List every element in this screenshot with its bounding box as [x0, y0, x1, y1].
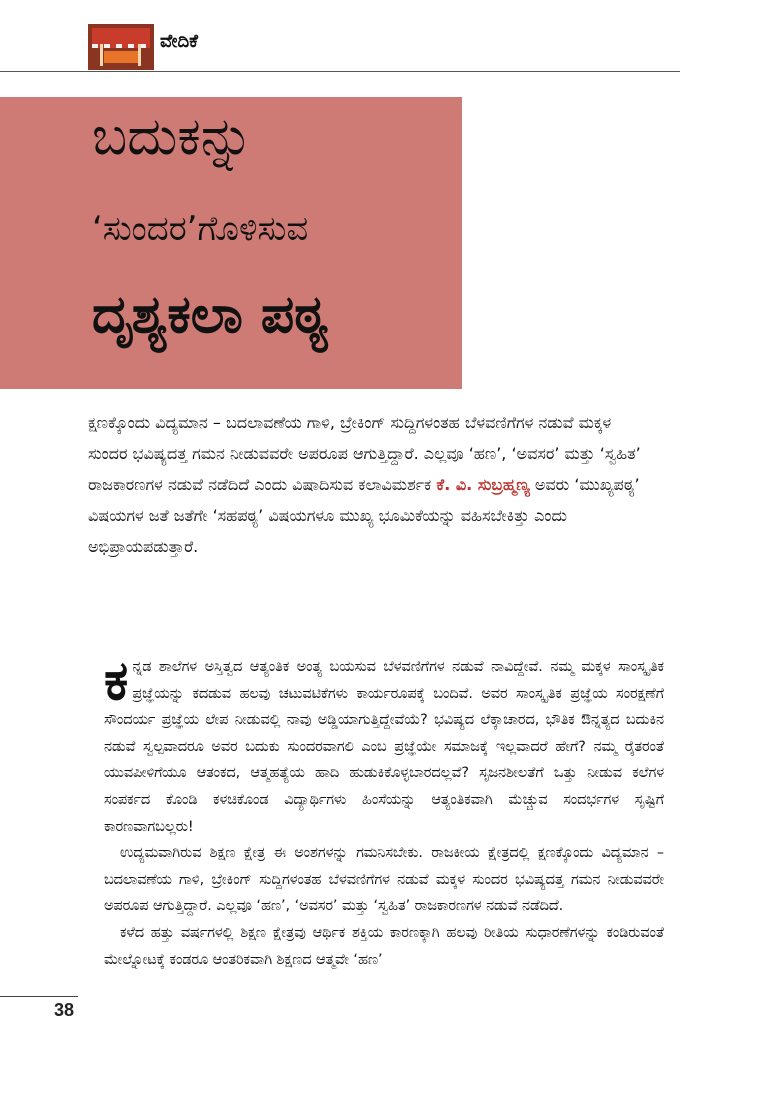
title-line-3: ದೃಶ್ಯಕಲಾ ಪಠ್ಯ — [92, 285, 329, 345]
header-divider — [0, 71, 680, 72]
intro-text-end: ಅವರು ‘ಮುಖ್ಯಪಠ್ಯ’ ವಿಷಯಗಳ ಜತೆ ಜತೆಗೇ ‘ಸಹಪಠ್ಯ’ ವಿಷಯಗಳೂ ಮುಖ್ಯ ಭೂಮಿಕೆಯನ್ನು ವಹಿಸಬೇಕಿತ್ತು ಎಂದು ಅಭಿಪ್ರಾಯಪಡುತ್ತಾರೆ. — [88, 475, 640, 556]
body-paragraph-1-text: ನ್ನಡ ಶಾಲೆಗಳ ಅಸ್ತಿತ್ವದ ಆತ್ಯಂತಿಕ ಅಂತ್ಯ ಬಯಸುವ ಬೆಳವಣಿಗೆಗಳ ನಡುವೆ ನಾವಿದ್ದೇವೆ. ನಮ್ಮ ಮಕ್ಕಳ ಸಾಂಸ್ಕೃತಿಕ ಪ್ರಜ್ಞೆಯನ್ನು ಕದಡುವ ಹಲವು ಚಟುವಟಿಕೆಗಳು ಕಾರ್ಯರೂಪಕ್ಕೆ ಬಂದಿವೆ. ಅವರ ಸಾಂಸ್ಕೃತಿಕ ಪ್ರಜ್ಞೆಯ ಸಂರಕ್ಷಣೆಗೆ ಸೌಂದರ್ಯ ಪ್ರಜ್ಞೆಯ ಲೇಪ ನೀಡುವಲ್ಲಿ ನಾವು ಅಡ್ಡಿಯಾಗುತ್ತಿದ್ದೇವೆಯೆ? ಭವಿಷ್ಯದ ಲೆಕ್ಕಾಚಾರದ, ಭೌತಿಕ ಔನ್ನತ್ಯದ ಬದುಕಿನ ನಡುವೆ ಸ್ವಲ್ಪವಾದರೂ ಅವರ ಬದುಕು ಸುಂದರವಾಗಲಿ ಎಂಬ ಪ್ರಜ್ಞೆಯೇ ಸಮಾಜಕ್ಕೆ ಇಲ್ಲವಾದರೆ ಹೇಗೆ? ನಮ್ಮ ರೈತರಂತೆ ಯುವಪೀಳಿಗೆಯೂ ಆತಂಕದ, ಆತ್ಮಹತ್ಯೆಯ ಹಾದಿ ಹುಡುಕಿಕೊಳ್ಳಬಾರದಲ್ಲವೆ? ಸೃಜನಶೀಲತೆಗೆ ಒತ್ತು ನೀಡುವ ಕಲೆಗಳ ಸಂಪರ್ಕದ ಕೊಂಡಿ ಕಳಚಿಕೊಂಡ ವಿದ್ಯಾರ್ಥಿಗಳು ಹಿಂಸೆಯನ್ನು ಆತ್ಯಂತಿಕವಾಗಿ ಮೆಚ್ಚುವ ಸಂದರ್ಭಗಳ ಸೃಷ್ಟಿಗೆ ಕಾರಣವಾಗಬಲ್ಲರು! — [104, 659, 664, 835]
intro-paragraph — [88, 407, 648, 562]
footer-divider — [0, 996, 78, 997]
drop-cap: ಕ — [104, 649, 129, 712]
title-line-2: ‘ಸುಂದರ’ಗೊಳಿಸುವ — [92, 209, 309, 249]
body-paragraph-2: ಉದ್ಯಮವಾಗಿರುವ ಶಿಕ್ಷಣ ಕ್ಷೇತ್ರ ಈ ಅಂಶಗಳನ್ನು ಗಮನಿಸಬೇಕು. ರಾಜಕೀಯ ಕ್ಷೇತ್ರದಲ್ಲಿ ಕ್ಷಣಕ್ಕೊಂದು ವಿದ್ಯಮಾನ – ಬದಲಾವಣೆಯ ಗಾಳಿ, ಬ್ರೇಕಿಂಗ್ ಸುದ್ದಿಗಳಂತಹ ಬೆಳವಣಿಗೆಗಳ ನಡುವೆ ಮಕ್ಕಳ ಸುಂದರ ಭವಿಷ್ಯದತ್ತ ಗಮನ ನೀಡುವವರೇ ಅಪರೂಪ ಆಗುತ್ತಿದ್ದಾರೆ. ಎಲ್ಲವೂ ‘ಹಣ’, ‘ಅವಸರ’ ಮತ್ತು ‘ಸ್ವಹಿತ’ ರಾಜಕಾರಣಗಳ ನಡುವೆ ನಡೆದಿದೆ. — [104, 845, 664, 915]
page-number: 38 — [54, 1000, 75, 1020]
title-line-1: ಬದುಕನ್ನು — [92, 107, 254, 167]
body-paragraph-1 — [104, 649, 664, 840]
body-paragraph-3: ಕಳೆದ ಹತ್ತು ವರ್ಷಗಳಲ್ಲಿ ಶಿಕ್ಷಣ ಕ್ಷೇತ್ರವು ಆರ್ಥಿಕ ಶಕ್ತಿಯ ಕಾರಣಕ್ಕಾಗಿ ಹಲವು ರೀತಿಯ ಸುಧಾರಣೆಗಳನ್ನು ಕಂಡಿರುವಂತೆ ಮೇಲ್ನೋಟಕ್ಕೆ ಕಂಡರೂ ಆಂತರಿಕವಾಗಿ ಶಿಕ್ಷಣದ ಆತ್ಮವೇ ‘ಹಣ’ — [104, 924, 664, 968]
section-label: ವೇದಿಕೆ — [160, 31, 198, 52]
author-name: ಕೆ. ವಿ. ಸುಬ್ರಹ್ಮಣ್ಯ — [436, 475, 530, 494]
market-stall-icon — [88, 24, 154, 70]
intro-text-start: ಕ್ಷಣಕ್ಕೊಂದು ವಿದ್ಯಮಾನ – ಬದಲಾವಣೆಯ ಗಾಳಿ, ಬ್ರೇಕಿಂಗ್ ಸುದ್ದಿಗಳಂತಹ ಬೆಳವಣಿಗೆಗಳ ನಡುವೆ ಮಕ್ಕಳ ಸುಂದರ ಭವಿಷ್ಯದತ್ತ ಗಮನ ನೀಡುವವರೇ ಅಪರೂಪ ಆಗುತ್ತಿದ್ದಾರೆ. ಎಲ್ಲವೂ ‘ಹಣ’, ‘ಅವಸರ’ ಮತ್ತು ‘ಸ್ವಹಿತ’ ರಾಜಕಾರಣಗಳ ನಡುವೆ ನಡೆದಿದೆ ಎಂದು ವಿಷಾದಿಸುವ ಕಲಾವಿಮರ್ಶಕ — [88, 413, 641, 494]
article-body — [104, 649, 664, 973]
title-block — [0, 97, 462, 389]
